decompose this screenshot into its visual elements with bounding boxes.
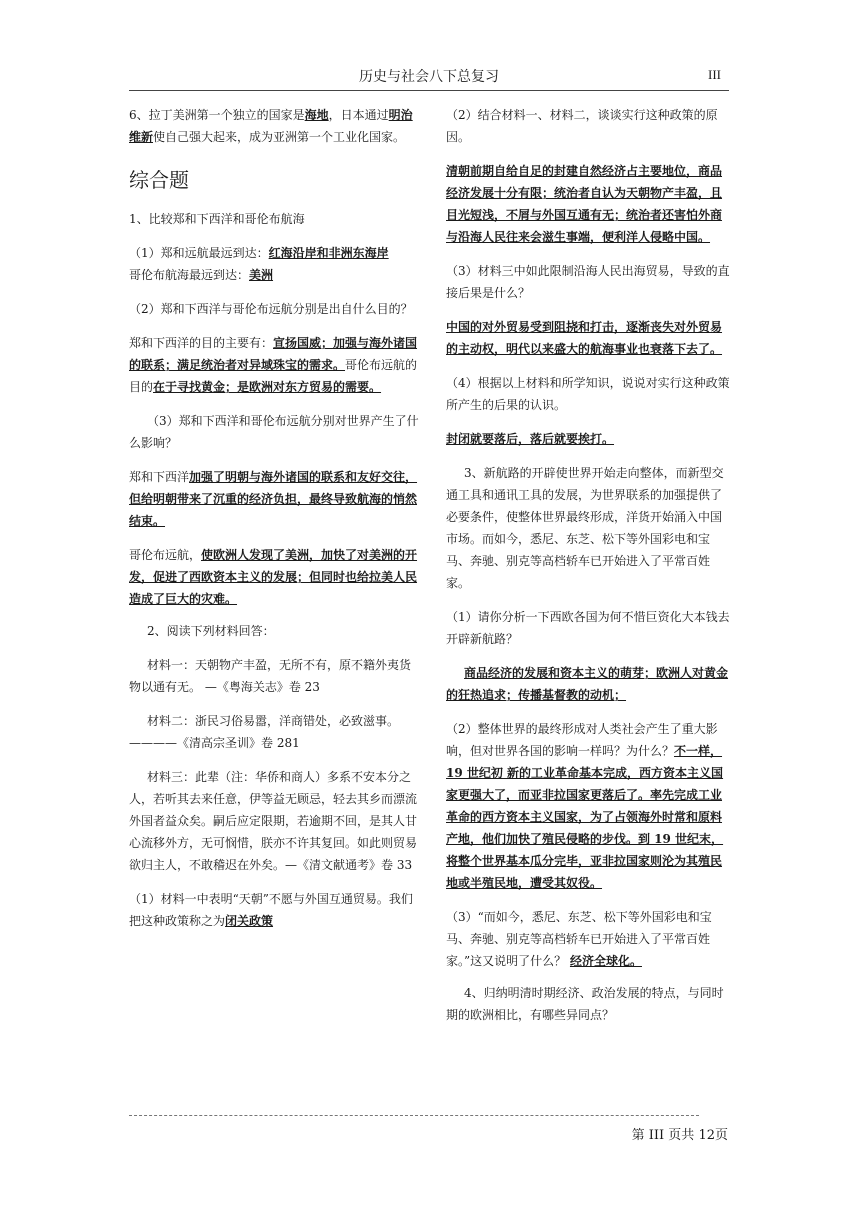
answer-c2-2: 清朝前期自给自足的封建自然经济占主要地位，商品经济发展十分有限；统治者自认为天朝物产丰盈，且目光短浅，不屑与外国互通有无；统治者还害怕外商与沿海人民往来会滋生事端，便利洋人侵略中国。 <box>446 164 723 244</box>
question-c1-2: （2）郑和下西洋与哥伦布远航分别是出自什么目的？ <box>129 302 413 316</box>
question-c2-4: （4）根据以上材料和所学知识，说说对实行这种政策所产生的后果的认识。 <box>446 376 730 412</box>
header-title: 历史与社会八下总复习 <box>359 69 499 85</box>
question-c2-3: （3）材料三中如此限制沿海人民出海贸易，导致的直接后果是什么？ <box>446 264 730 300</box>
answer: 闭关政策 <box>225 914 274 928</box>
answer: 明治维新 <box>129 108 413 144</box>
answer: 在于寻找黄金；是欧洲对东方贸易的需要。 <box>153 380 382 394</box>
answer: 经济全球化。 <box>569 954 642 968</box>
answer-c1-3-columbus: 哥伦布远航，使欧洲人发现了美洲，加快了对美洲的开发，促进了西欧资本主义的发展；但同时也给拉美人民造成了巨大的灾难。 <box>129 548 418 606</box>
answer: 使欧洲人发现了美洲，加快了对美洲的开发，促进了西欧资本主义的发展；但同时也给拉美人民造成了巨大的灾难。 <box>129 548 418 606</box>
left-column <box>129 104 421 932</box>
question-c3-2: （2）整体世界的最终形成对人类社会产生了重大影响，但对世界各国的影响一样吗？为什么？不一样， 19 世纪初 新的工业革命基本完成，西方资本主义国家更强大了，而亚非拉国家更落后了。率先完成工业革命的西方资本主义国家，为了占领海外时常和原料产地，他们加快了殖民侵略的步伐。到 19 世纪末，将整个世界基本瓜分完毕，亚非拉国家则沦为其殖民地或半殖民地，遭受其奴役。 <box>446 722 724 890</box>
footer-page-number: 第 III 页共 12页 <box>631 1128 728 1143</box>
question-c4: 4、归纳明清时期经济、政治发展的特点，与同时期的欧洲相比，有哪些异同点？ <box>446 986 724 1022</box>
answer: 宣扬国威；加强与海外诸国的联系；满足统治者对异域珠宝的需求。 <box>129 336 418 372</box>
answer: 海地 <box>304 108 329 122</box>
answer-c1-3-zhenghe: 郑和下西洋加强了明朝与海外诸国的联系和友好交往，但给明朝带来了沉重的经济负担，最终导致航海的悄然结束。 <box>129 470 418 528</box>
right-column <box>446 104 730 1026</box>
header-page-number: III <box>708 67 721 82</box>
answer: 美洲 <box>249 268 274 282</box>
answer-c2-3: 中国的对外贸易受到阻挠和打击，逐渐丧失对外贸易的主动权，明代以来盛大的航海事业也衰落下去了。 <box>446 320 723 356</box>
answer: 红海沿岸和非洲东海岸 <box>268 246 389 260</box>
question-c3-1: （1）请你分析一下西欧各国为何不惜巨资化大本钱去开辟新航路？ <box>446 610 730 646</box>
question-c1: 1、比较郑和下西洋和哥伦布航海 <box>129 212 305 226</box>
question-c1-3: （3）郑和下西洋和哥伦布远航分别对世界产生了什么影响？ <box>129 414 419 450</box>
question-c2-2: （2）结合材料一、材料二，谈谈实行这种政策的原因。 <box>446 108 718 144</box>
question-c2-1: （1）材料一中表明“天朝”不愿与外国互通贸易。我们把这种政策称之为闭关政策 <box>129 892 413 928</box>
question-6: 6、拉丁美洲第一个独立的国家是海地，日本通过明治维新使自己强大起来，成为亚洲第一个工业化国家。 <box>129 108 413 144</box>
answer-c2-4: 封闭就要落后，落后就要挨打。 <box>446 432 615 446</box>
question-c3: 3、新航路的开辟使世界开始走向整体，而新型交通工具和通讯工具的发展，为世界联系的加强提供了必要条件，使整体世界最终形成，洋货开始涌入中国市场。而如今，悉尼、东芝、松下等外国彩电和宝马、奔驰、别克等高档轿车已开始进入了平常百姓家。 <box>446 466 724 590</box>
question-c2: 2、阅读下列材料回答： <box>147 624 275 638</box>
answer: 加强了明朝与海外诸国的联系和友好交往，但给明朝带来了沉重的经济负担，最终导致航海的悄然结束。 <box>129 470 418 528</box>
answer-c1-2: 郑和下西洋的目的主要有：宣扬国威；加强与海外诸国的联系；满足统治者对异域珠宝的需求。哥伦布远航的目的在于寻找黄金；是欧洲对东方贸易的需要。 <box>129 336 418 394</box>
material-2: 材料二：浙民习俗易嚣，洋商错处，必致滋事。————《清高宗圣训》卷 281 <box>129 714 400 750</box>
material-1: 材料一：天朝物产丰盈，无所不有，原不籍外夷货物以通有无。 —《粤海关志》卷 23 <box>129 658 412 694</box>
page-header <box>129 62 729 91</box>
material-3: 材料三：此辈（注：华侨和商人）多系不安本分之人，若听其去来任意，伊等益无顾忌，轻去其乡而漂流外国者益众矣。嗣后应定限期，若逾期不回，是其人甘心流移外方，无可悯惜，朕亦不许其复回。如此则贸易欲归主人，不敢稽迟在外矣。—《清文献通考》卷 33 <box>129 770 418 872</box>
footer-divider <box>129 1115 699 1116</box>
question-c3-3: （3）“而如今，悉尼、东芝、松下等外国彩电和宝马、奔驰、别克等高档轿车已开始进入了平常百姓家。”这又说明了什么？ 经济全球化。 <box>446 910 712 968</box>
answer-c3-1: 商品经济的发展和资本主义的萌芽；欧洲人对黄金的狂热追求；传播基督教的动机； <box>446 666 729 702</box>
question-c1-1: （1）郑和远航最远到达：红海沿岸和非洲东海岸 哥伦布航海最远到达：美洲 <box>129 246 389 282</box>
section-title: 综合题 <box>129 168 189 192</box>
answer: 不一样， 19 世纪初 新的工业革命基本完成，西方资本主义国家更强大了，而亚非拉国家更落后了。率先完成工业革命的西方资本主义国家，为了占领海外时常和原料产地，他们加快了殖民侵略的步伐。到 19 世纪末，将整个世界基本瓜分完毕，亚非拉国家则沦为其殖民地或半殖民地，遭受其奴役。 <box>446 744 724 890</box>
